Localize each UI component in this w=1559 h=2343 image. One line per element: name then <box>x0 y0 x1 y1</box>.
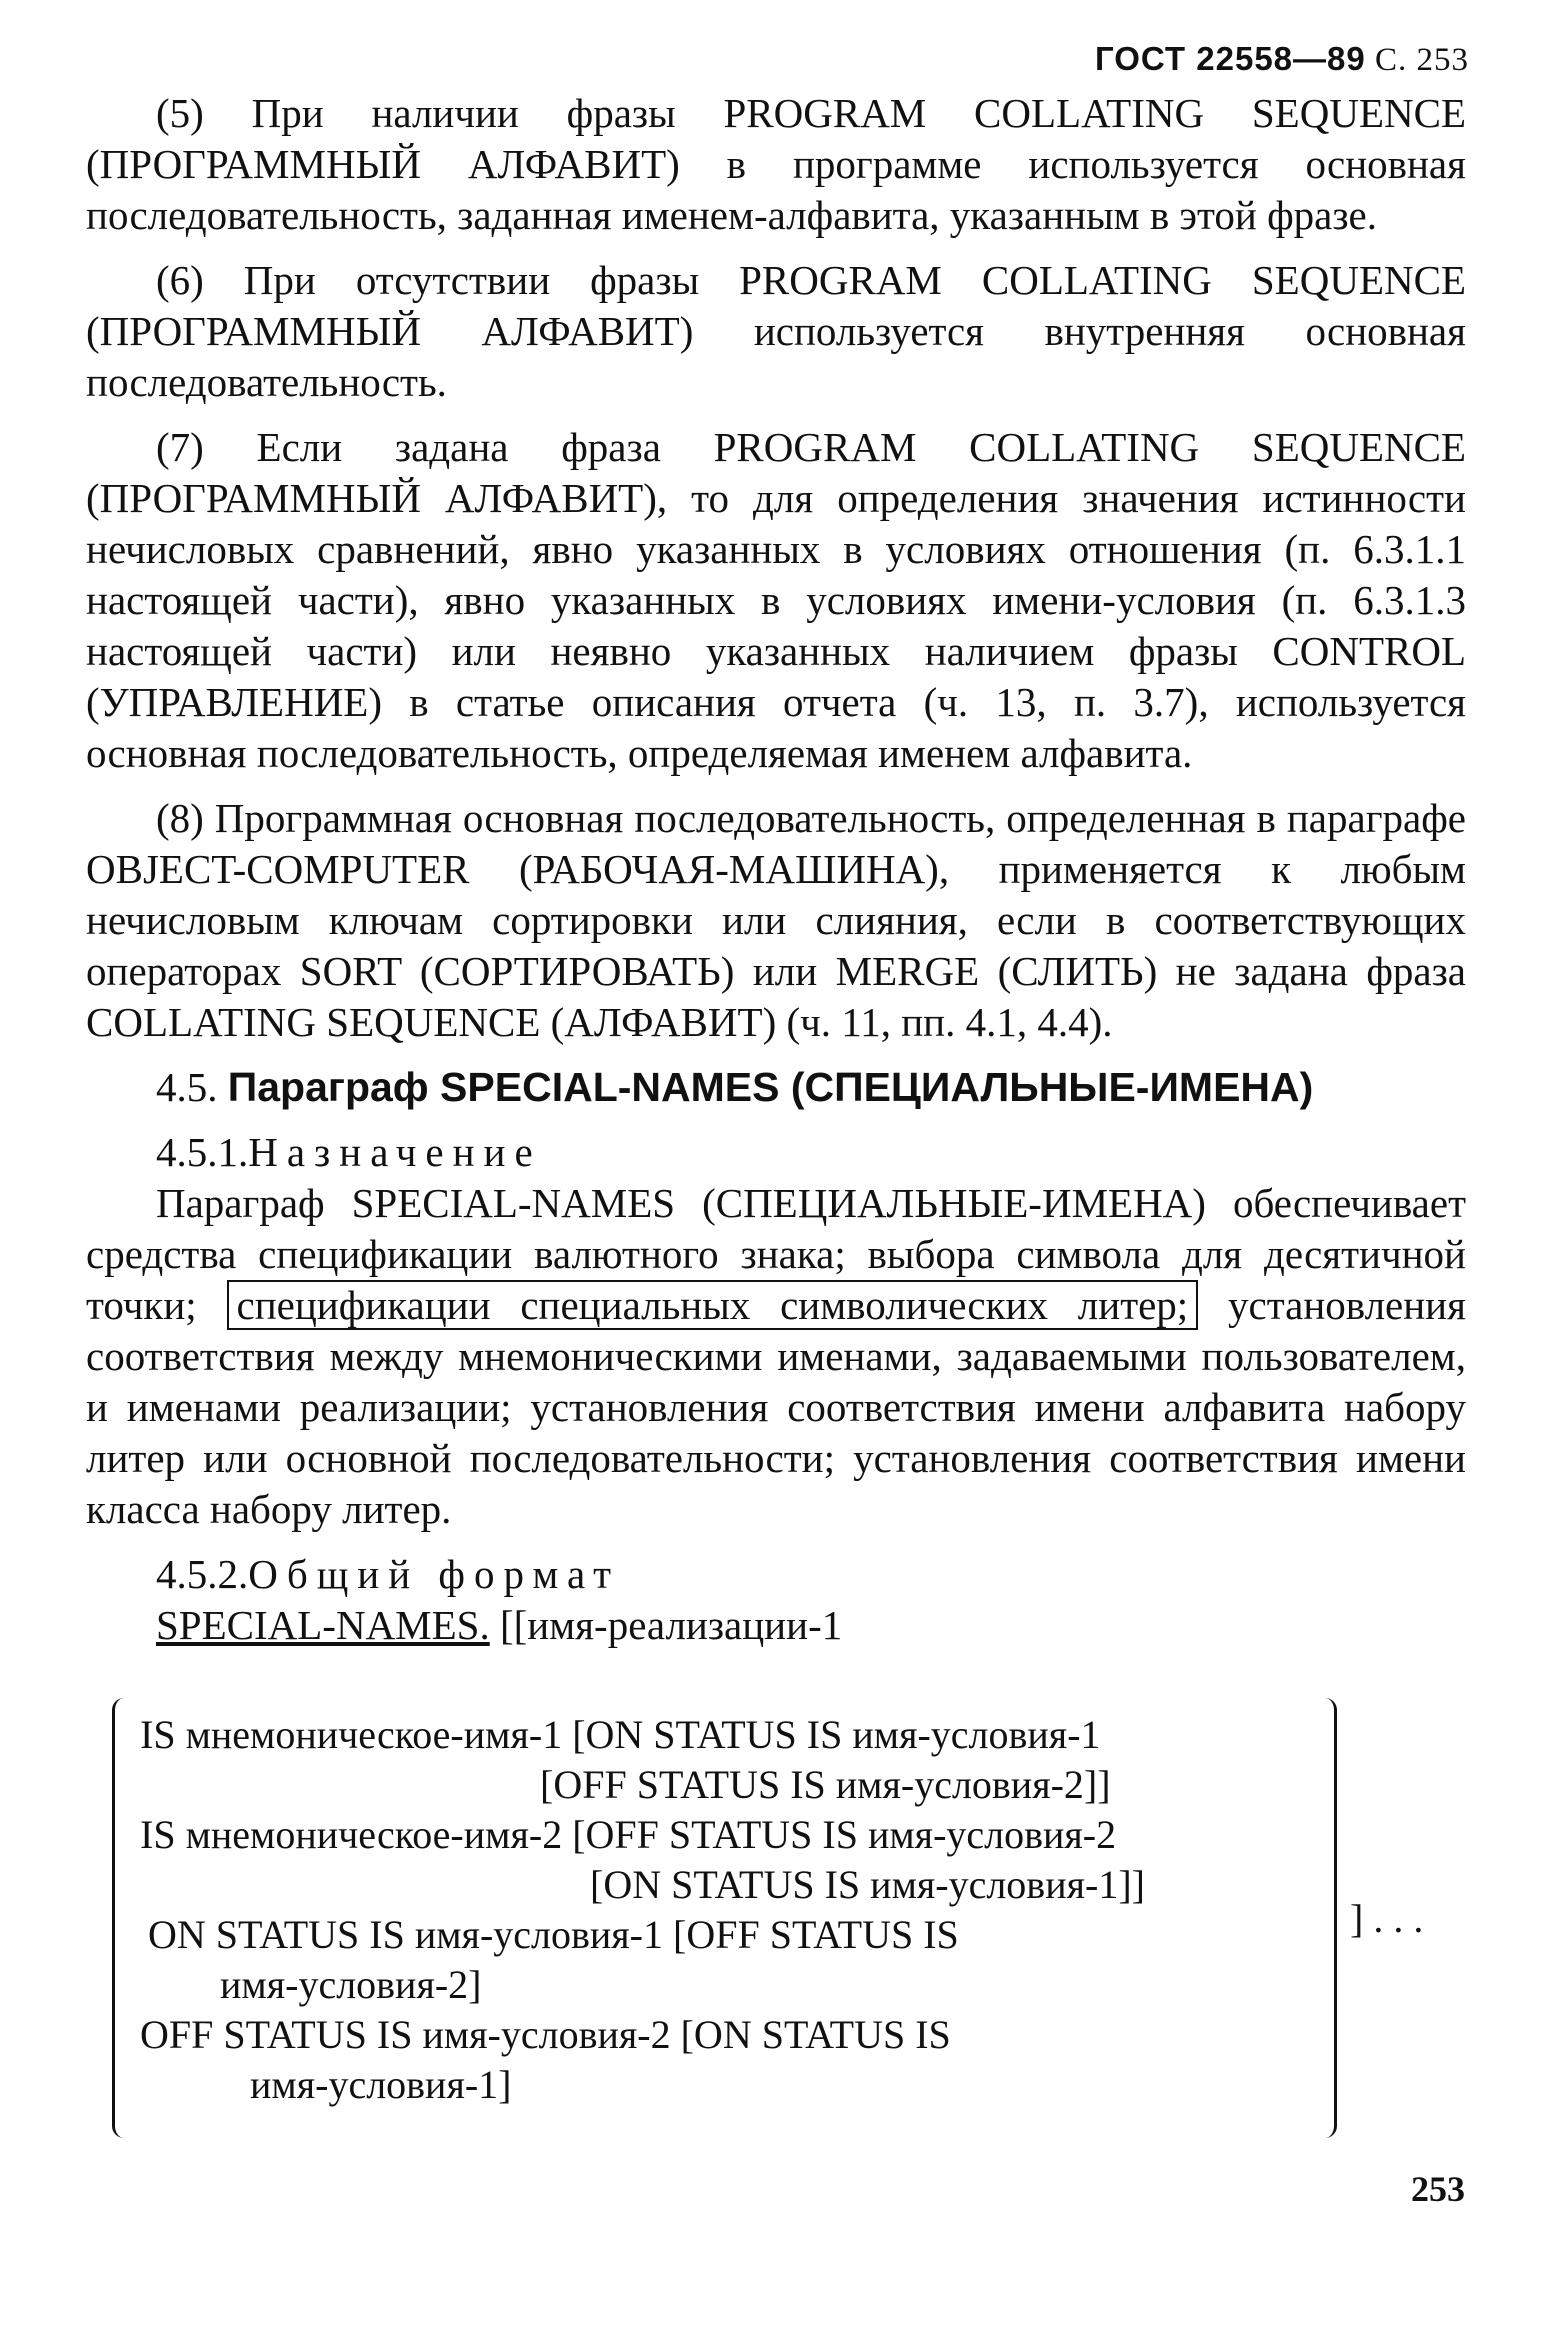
body-text <box>86 88 1466 1651</box>
page-number: 253 <box>1411 2169 1465 2209</box>
paragraph-5: (5) При наличии фразы PROGRAM COLLATING SEQUENCE (ПРОГРАММНЫЙ АЛФАВИТ) в программе используется основная последовательность, заданная именем-алфавита, указанным в этой фразе. <box>86 90 1466 238</box>
format-trail: ] . . . <box>1350 1896 1424 1941</box>
boxed-amendment: спецификации специальных символических литер; <box>227 1280 1199 1330</box>
paragraph-6: (6) При отсутствии фразы PROGRAM COLLATING SEQUENCE (ПРОГРАММНЫЙ АЛФАВИТ) используется внутренняя основная последовательность. <box>86 257 1466 405</box>
paragraph-8: (8) Программная основная последовательность, определенная в параграфе OBJECT-COMPUTER (РАБОЧАЯ-МАШИНА), применяется к любым нечисловым ключам сортировки или слияния, если в соответствующих операторах SORT (СОРТИРОВАТЬ) или MERGE (СЛИТЬ) не задана фраза COLLATING SEQUENCE (АЛФАВИТ) (ч. 11, пп. 4.1, 4.4). <box>86 795 1466 1045</box>
format-line-6: имя-условия-2] <box>220 1962 482 2007</box>
format-line-8: имя-условия-1] <box>250 2062 512 2107</box>
format-block <box>120 1710 1470 2110</box>
format-number: 4.5.2. <box>156 1551 249 1597</box>
format-heading <box>86 1549 1466 1600</box>
format-label: Общий формат <box>248 1551 621 1597</box>
purpose-number: 4.5.1. <box>156 1129 249 1175</box>
section-number: 4.5. <box>156 1064 218 1110</box>
standard-number: ГОСТ 22558—89 <box>1094 40 1366 77</box>
format-line-4: [ON STATUS IS имя-условия-1]] <box>590 1862 1145 1907</box>
purpose-heading <box>86 1127 1466 1178</box>
header-page: С. 253 <box>1374 42 1469 78</box>
purpose-paragraph <box>86 1178 1466 1535</box>
section-heading: Параграф SPECIAL-NAMES (СПЕЦИАЛЬНЫЕ-ИМЕНА) <box>227 1064 1314 1110</box>
format-keyword-line <box>86 1600 1466 1651</box>
purpose-label: Назначение <box>248 1129 542 1175</box>
format-line-2: [OFF STATUS IS имя-условия-2]] <box>540 1762 1111 1807</box>
format-line-5: ON STATUS IS имя-условия-1 [OFF STATUS IS <box>148 1912 959 1957</box>
page-header <box>1095 40 1469 79</box>
paragraph-7: (7) Если задана фраза PROGRAM COLLATING SEQUENCE (ПРОГРАММНЫЙ АЛФАВИТ), то для определения значения истинности нечисловых сравнений, явно указанных в условиях отношения (п. 6.3.1.1 настоящей части), явно указанных в условиях имени-условия (п. 6.3.1.3 настоящей части) или неявно указанных наличием фразы CONTROL (УПРАВЛЕНИЕ) в статье описания отчета (ч. 13, п. 3.7), используется основная последовательность, определяемая именем алфавита. <box>86 424 1466 776</box>
special-names-keyword: SPECIAL-NAMES. <box>156 1602 490 1648</box>
purpose-text-after: установления соответствия между мнемоническими именами, задаваемыми пользователем, и именами реализации; установления соответствия имени алфавита набору литер или основной последовательности; установления соответствия имени класса набору литер. <box>86 1282 1466 1532</box>
format-keyword-rest: [[имя-реализации-1 <box>489 1602 843 1648</box>
section-title <box>86 1062 1466 1113</box>
format-line-1: IS мнемоническое-имя-1 [ON STATUS IS имя-условия-1 <box>140 1712 1101 1757</box>
format-line-3: IS мнемоническое-имя-2 [OFF STATUS IS имя-условия-2 <box>140 1812 1117 1857</box>
purpose-text-before: Параграф SPECIAL-NAMES (СПЕЦИАЛЬНЫЕ-ИМЕНА) обеспечивает средства спецификации валютного знака; выбора символа для десятичной точки; <box>86 1180 1466 1328</box>
format-line-7: OFF STATUS IS имя-условия-2 [ON STATUS IS <box>140 2012 951 2057</box>
